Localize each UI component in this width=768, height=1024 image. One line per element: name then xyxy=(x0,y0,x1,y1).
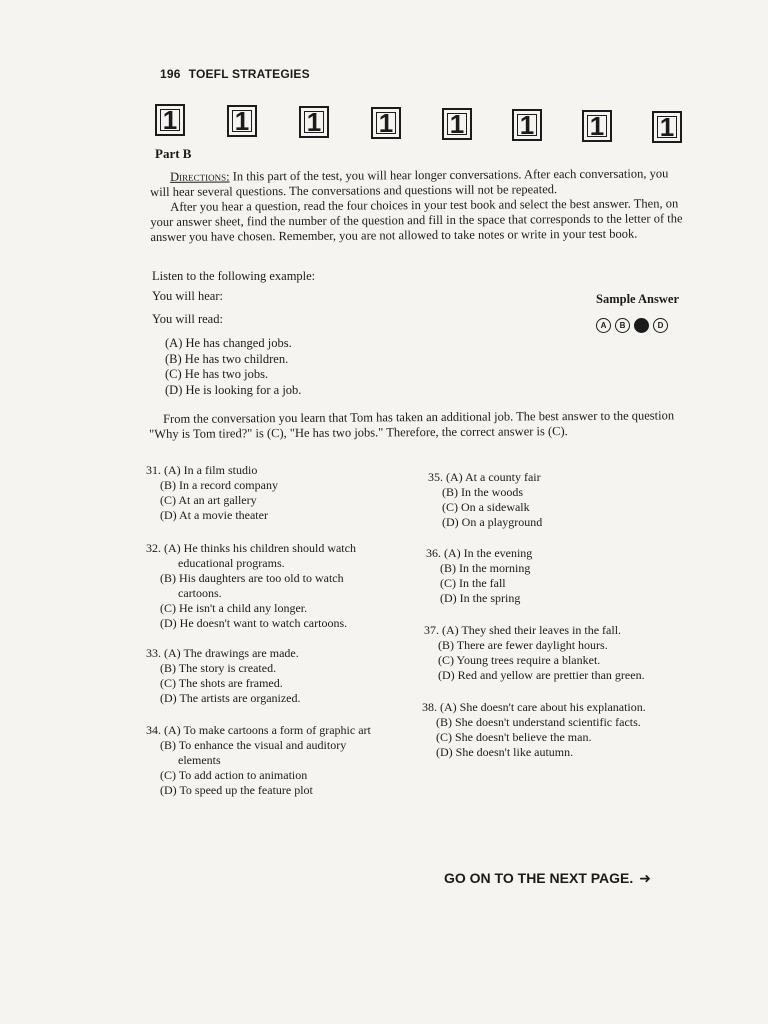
question-35 xyxy=(428,470,542,530)
example-choice-a: (A) He has changed jobs. xyxy=(165,336,292,350)
option-b: (B) To enhance the visual and auditory xyxy=(160,738,347,752)
example-choice-c: (C) He has two jobs. xyxy=(165,367,269,381)
option-c: (C) She doesn't believe the man. xyxy=(436,730,592,744)
section-box: 1 xyxy=(652,111,682,143)
question-number: 37. xyxy=(424,623,439,637)
page-header xyxy=(160,67,310,81)
option-b: (B) There are fewer daylight hours. xyxy=(438,638,608,652)
option-d: (D) The artists are organized. xyxy=(160,691,301,705)
section-box: 1 xyxy=(512,109,542,141)
question-31 xyxy=(146,463,278,523)
option-b: (B) She doesn't understand scientific facts. xyxy=(436,715,641,729)
question-36 xyxy=(426,546,532,606)
option-a: (A) The drawings are made. xyxy=(164,646,299,660)
question-33 xyxy=(146,646,301,706)
example-choice-b: (B) He has two children. xyxy=(165,351,289,366)
question-number: 32. xyxy=(146,541,161,555)
answer-bubble-d: D xyxy=(653,318,668,333)
option-d: (D) To speed up the feature plot xyxy=(160,783,313,797)
option-b: (B) His daughters are too old to watch xyxy=(160,571,344,585)
right-arrow-icon: ➜ xyxy=(639,870,652,886)
option-b-continued: cartoons. xyxy=(178,586,222,600)
option-d: (D) At a movie theater xyxy=(160,508,268,522)
option-d: (D) She doesn't like autumn. xyxy=(436,745,574,759)
option-b: (B) In the woods xyxy=(442,485,523,499)
answer-bubble-a: A xyxy=(596,318,611,333)
example-explanation: From the conversation you learn that Tom has taken an additional job. The best answer to the question "Why is Tom tired?" is (C), "He has two jobs." Therefore, the correct answer is (C). xyxy=(149,408,675,441)
question-37 xyxy=(424,623,645,683)
option-c: (C) He isn't a child any longer. xyxy=(160,601,308,615)
option-a-continued: educational programs. xyxy=(178,556,285,570)
option-d: (D) In the spring xyxy=(440,591,521,605)
option-d: (D) He doesn't want to watch cartoons. xyxy=(160,616,348,630)
option-d: (D) Red and yellow are prettier than green. xyxy=(438,668,645,682)
option-a: (A) They shed their leaves in the fall. xyxy=(442,623,622,637)
directions xyxy=(150,166,691,245)
section-box: 1 xyxy=(155,104,185,136)
section-box: 1 xyxy=(227,105,257,137)
section-box: 1 xyxy=(442,108,472,140)
option-c: (C) Young trees require a blanket. xyxy=(438,653,601,667)
option-d: (D) On a playground xyxy=(442,515,543,529)
option-b: (B) In a record company xyxy=(160,478,278,492)
part-title: Part B xyxy=(155,146,192,161)
question-number: 36. xyxy=(426,546,441,560)
option-a: (A) In the evening xyxy=(444,546,533,560)
book-title: TOEFL STRATEGIES xyxy=(188,67,310,81)
go-on-footer xyxy=(444,870,651,887)
option-b: (B) In the morning xyxy=(440,561,531,575)
example-choices xyxy=(165,336,301,398)
section-box: 1 xyxy=(299,106,329,138)
directions-label: Directions: xyxy=(169,169,230,184)
option-b: (B) The story is created. xyxy=(160,661,277,675)
question-number: 35. xyxy=(428,470,443,484)
sample-answer-label: Sample Answer xyxy=(596,292,679,306)
answer-bubble-b: B xyxy=(615,318,630,333)
option-c: (C) At an art gallery xyxy=(160,493,257,507)
example-intro: Listen to the following example: xyxy=(152,269,316,283)
question-number: 38. xyxy=(422,700,437,714)
sample-answer-bubbles xyxy=(596,318,668,333)
option-a: (A) She doesn't care about his explanation. xyxy=(440,700,646,714)
question-number: 33. xyxy=(146,646,161,660)
option-a: (A) At a county fair xyxy=(446,470,541,484)
option-c: (C) To add action to animation xyxy=(160,768,308,782)
directions-text-1: In this part of the test, you will hear longer conversations. After each conversation, you will hear several questions. The conversations and questions will not be repeated. xyxy=(150,166,669,199)
go-on-text: GO ON TO THE NEXT PAGE. xyxy=(444,870,634,886)
option-a: (A) He thinks his children should watch xyxy=(164,541,356,555)
question-number: 34. xyxy=(146,723,161,737)
question-38 xyxy=(422,700,646,760)
page-number: 196 xyxy=(160,67,181,81)
section-number-boxes xyxy=(155,103,690,145)
you-will-hear-label: You will hear: xyxy=(152,289,223,303)
option-a: (A) In a film studio xyxy=(164,463,258,477)
section-box: 1 xyxy=(371,107,401,139)
option-c: (C) The shots are framed. xyxy=(160,676,283,690)
example-choice-d: (D) He is looking for a job. xyxy=(165,382,302,397)
you-will-read-label: You will read: xyxy=(152,312,223,326)
directions-text-2: After you hear a question, read the four choices in your test book and select the best answer. Then, on your answer sheet, find the number of the question and fill in the space that corresponds to the letter of the answer you have chosen. Remember, you are not allowed to take notes or write in your test book. xyxy=(150,196,683,244)
answer-bubble-c-filled: C xyxy=(634,318,649,333)
question-32 xyxy=(146,541,356,631)
option-a: (A) To make cartoons a form of graphic art xyxy=(164,723,371,737)
option-b-continued: elements xyxy=(178,753,221,767)
option-c: (C) In the fall xyxy=(440,576,506,590)
question-number: 31. xyxy=(146,463,161,477)
option-c: (C) On a sidewalk xyxy=(442,500,530,514)
question-34 xyxy=(146,723,371,798)
section-box: 1 xyxy=(582,110,612,142)
